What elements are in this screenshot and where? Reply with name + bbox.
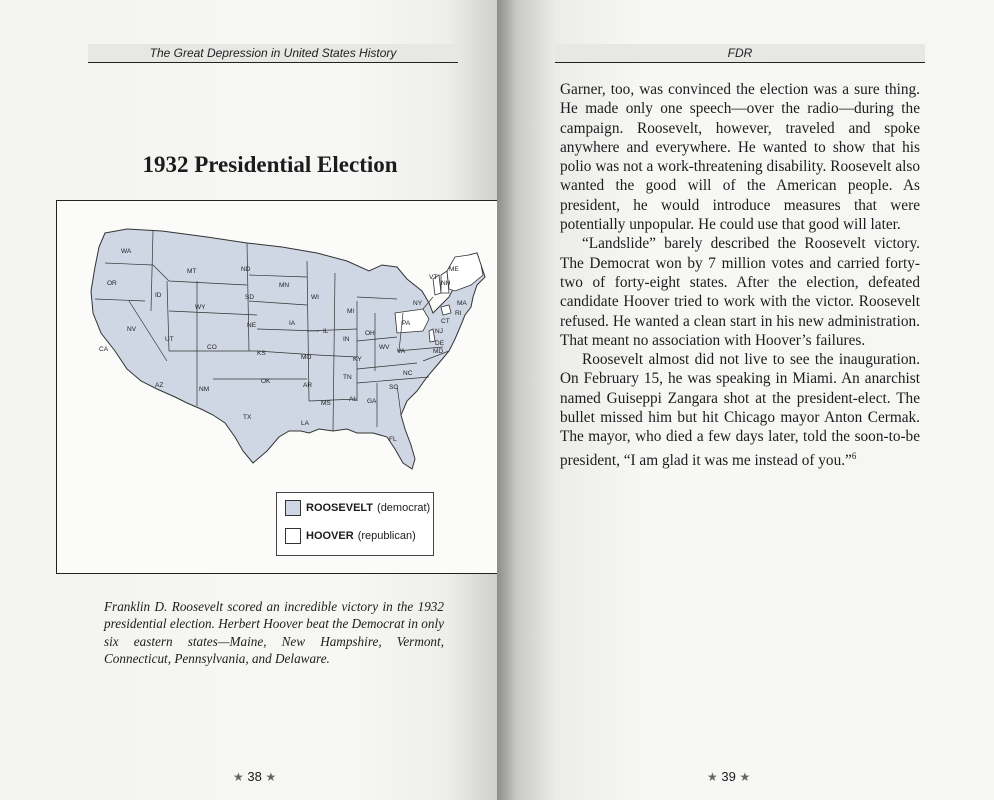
map-legend [276,492,434,556]
label-vt: VT [429,274,438,281]
running-head-left: The Great Depression in United States History [88,44,458,63]
label-wa: WA [121,248,132,255]
label-ca: CA [99,346,109,353]
label-wi: WI [311,294,319,301]
label-me: ME [449,266,459,273]
map-caption: Franklin D. Roosevelt scored an incredible victory in the 1932 presidential election. Herbert Hoover beat the Democrat in only six eastern states—Maine, New Hampshire, Vermont, Connecticut, Pennsylvania, and Delaware. [104,599,444,666]
label-nc: NC [403,370,413,377]
state-ct [441,305,451,315]
label-mo: MO [301,354,312,361]
label-ut: UT [165,336,174,343]
label-va: VA [397,348,406,355]
label-al: AL [349,396,357,403]
label-ia: IA [289,320,296,327]
paragraph-1: Garner, too, was convinced the election was a sure thing. He made only one speech—over the radio—during the campaign. Roosevelt, however, traveled and spoke anywhere and everywhere. He wanted to show that his polio was not a work-threatening disability. Roosevelt also wanted the good will of the American people. As president, he would introduce measures that were potentially unpopular. He could use that good will later. [560,81,920,234]
legend-hoover-party: (republican) [357,530,416,542]
legend-roosevelt [285,499,430,517]
label-de: DE [435,340,445,347]
label-az: AZ [155,382,164,389]
paragraph-3-wrap [560,350,920,470]
legend-roosevelt-party: (democrat) [377,502,431,514]
right-page [497,0,994,800]
page-number-right [707,769,750,784]
label-fl: FL [389,436,397,443]
label-ky: KY [353,356,362,363]
election-map-frame [56,200,497,574]
label-ct: CT [441,318,450,325]
footnote-mark[interactable]: 6 [851,450,857,461]
label-tx: TX [243,414,252,421]
star-icon: ★ [707,770,718,784]
label-ks: KS [257,350,266,357]
page-number-left-value: 38 [247,769,262,784]
label-la: LA [301,420,309,427]
running-head-right: FDR [555,44,925,63]
label-or: OR [107,280,117,287]
label-nh: NH [441,280,451,287]
label-nm: NM [199,386,210,393]
label-wy: WY [195,304,206,311]
label-in: IN [343,336,350,343]
label-il: IL [323,328,329,335]
label-sd: SD [245,294,255,301]
label-ga: GA [367,398,377,405]
label-pa: PA [402,320,411,327]
star-icon: ★ [233,770,244,784]
label-id: ID [155,292,162,299]
label-nj: NJ [435,328,443,335]
label-ms: MS [321,400,331,407]
label-ri: RI [455,310,462,317]
legend-hoover-name: HOOVER [306,530,354,542]
roosevelt-swatch [285,500,301,516]
legend-roosevelt-name: ROOSEVELT [306,502,374,514]
label-ma: MA [457,300,467,307]
label-nd: ND [241,266,251,273]
hoover-swatch [285,528,301,544]
label-oh: OH [365,330,375,337]
label-ny: NY [413,300,423,307]
label-nv: NV [127,326,137,333]
paragraph-2: “Landslide” barely described the Roosevelt victory. The Democrat won by 7 million votes and carried forty-two of forty-eight states. After the election, defeated candidate Hoover tried to work with the victor. Roosevelt refused. He wanted a clean start in his new administration. That meant no association with Hoover’s failures. [560,235,920,349]
star-icon: ★ [265,770,277,784]
label-tn: TN [343,374,352,381]
label-ne: NE [247,322,257,329]
label-co: CO [207,344,217,351]
us-map [57,201,497,491]
label-ok: OK [261,378,271,385]
label-md: MD [433,348,444,355]
label-wv: WV [379,344,390,351]
label-mn: MN [279,282,290,289]
page-number-left [233,769,276,784]
label-ar: AR [303,382,313,389]
paragraph-3: Roosevelt almost did not live to see the inauguration. On February 15, he was speaking in Miami. An anarchist named Guiseppi Zangara shot at the president-elect. The bullet missed him but hit Chicago mayor Anton Cermak. The mayor, who died a few days later, told the soon-to-be president, “I am glad it was me instead of you.” [560,351,920,469]
label-mt: MT [187,268,197,275]
state-pa [395,309,429,333]
page-number-right-value: 39 [721,769,736,784]
label-sc: SC [389,384,399,391]
page-title: 1932 Presidential Election [142,152,398,177]
legend-hoover [285,527,416,545]
star-icon: ★ [739,770,751,784]
body-text [560,80,920,470]
label-mi: MI [347,308,355,315]
